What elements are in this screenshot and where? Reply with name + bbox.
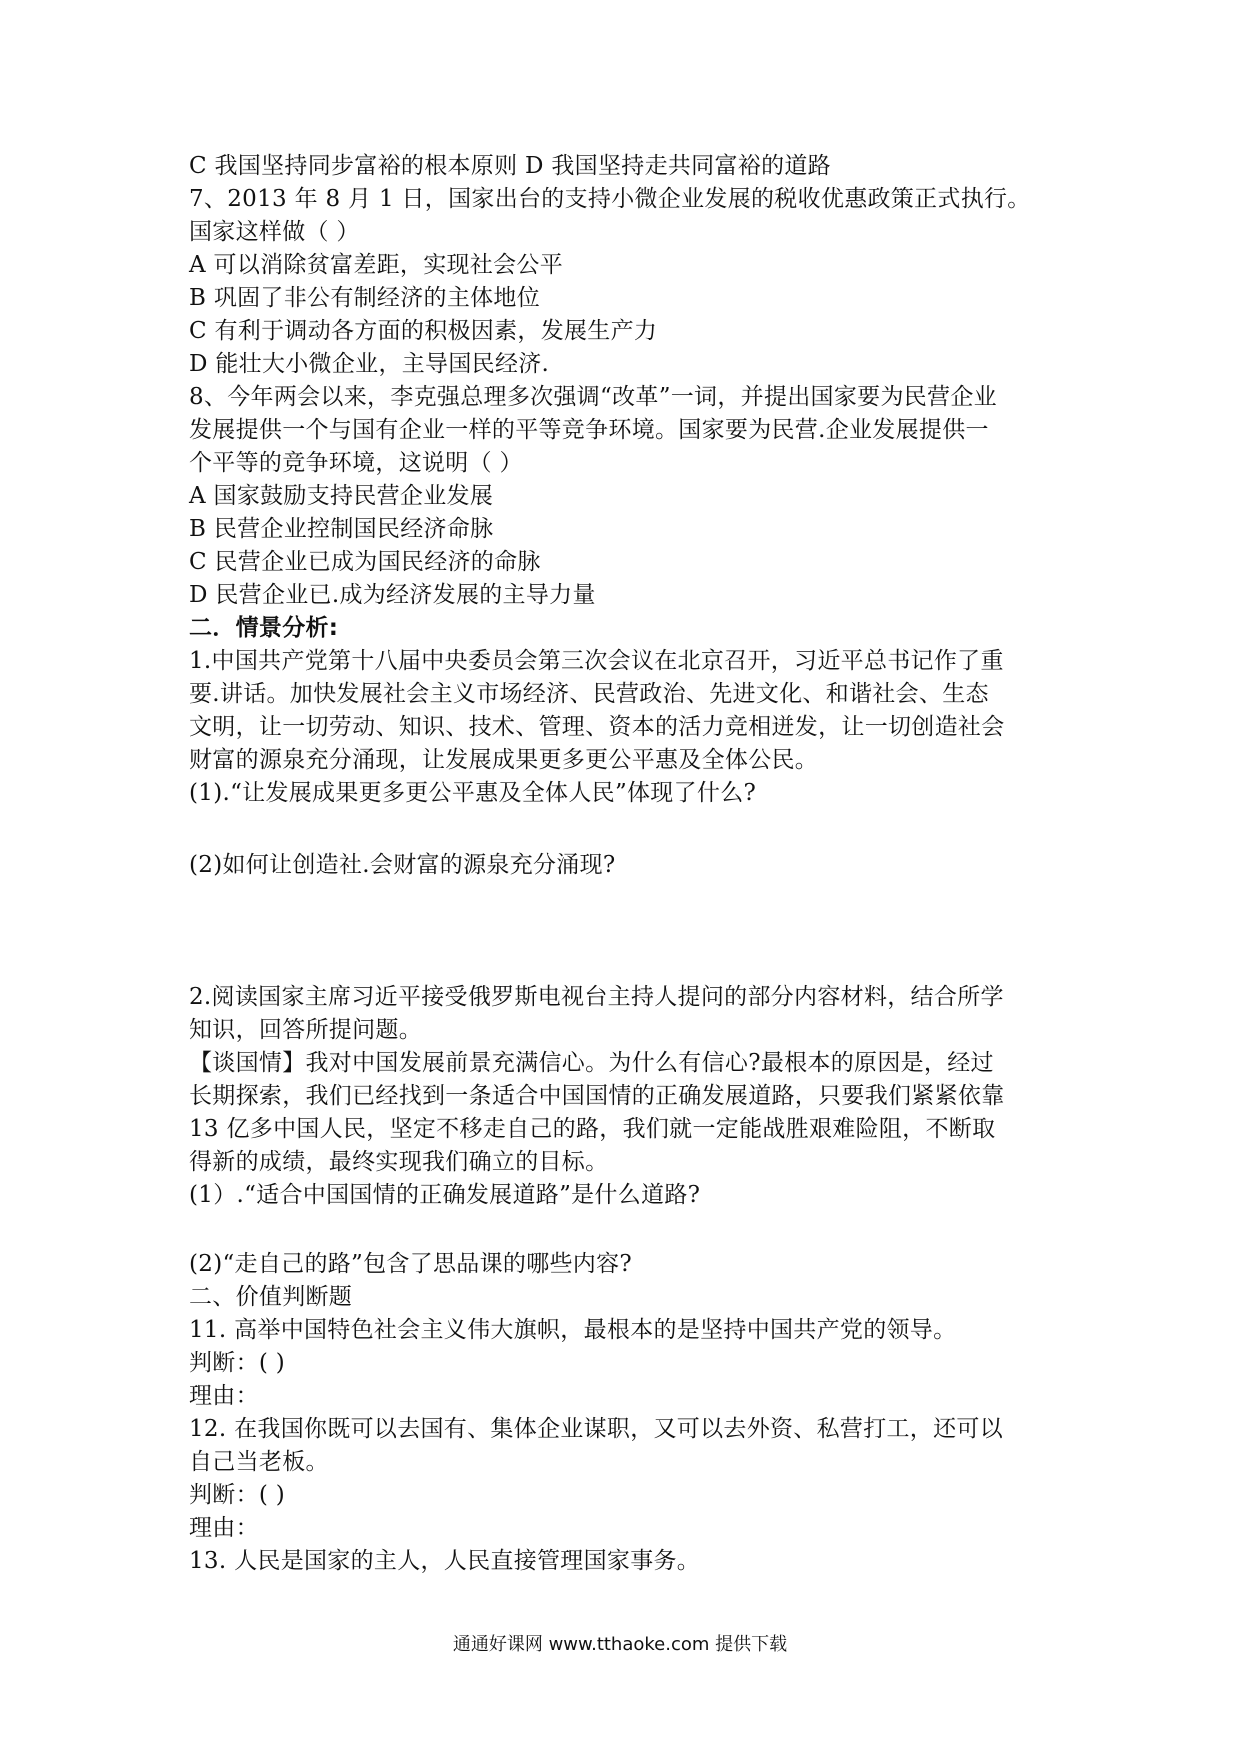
sub-question: (2)“走自己的路”包含了思品课的哪些内容? — [189, 1251, 633, 1277]
material-paragraph: 长期探索，我们已经找到一条适合中国国情的正确发展道路，只要我们紧紧依靠 — [189, 1083, 1005, 1109]
material-paragraph: 2.阅读国家主席习近平接受俄罗斯电视台主持人提问的部分内容材料，结合所学 — [189, 984, 1004, 1010]
material-paragraph: 文明，让一切劳动、知识、技术、管理、资本的活力竞相迸发，让一切创造社会 — [189, 714, 1005, 740]
material-paragraph: 1.中国共产党第十八届中央委员会第三次会议在北京召开，习近平总书记作了重 — [189, 648, 1004, 674]
material-paragraph: 财富的源泉充分涌现，让发展成果更多更公平惠及全体公民。 — [189, 747, 819, 773]
material-paragraph: 13 亿多中国人民，坚定不移走自己的路，我们就一定能战胜艰难险阻，不断取 — [189, 1116, 996, 1142]
answer-space — [189, 882, 1069, 981]
question-12: 12. 在我国你既可以去国有、集体企业谋职，又可以去外资、私营打工，还可以 — [189, 1416, 1003, 1442]
sub-question: (1）.“适合中国国情的正确发展道路”是什么道路? — [189, 1182, 701, 1208]
document-body — [189, 150, 1069, 1578]
option-line: C 有利于调动各方面的积极因素，发展生产力 — [189, 318, 658, 344]
material-paragraph: 要.讲话。加快发展社会主义市场经济、民营政治、先进文化、和谐社会、生态 — [189, 681, 989, 707]
section-heading: 二．情景分析: — [189, 615, 339, 641]
material-paragraph: 得新的成绩，最终实现我们确立的目标。 — [189, 1149, 609, 1175]
question-8: 8、今年两会以来，李克强总理多次强调“改革”一词，并提出国家要为民营企业 — [189, 384, 997, 410]
option-line: A 可以消除贫富差距，实现社会公平 — [189, 252, 564, 278]
option-line: B 巩固了非公有制经济的主体地位 — [189, 285, 541, 311]
question-7-stem: 国家这样做（ ） — [189, 219, 360, 245]
option-line: A 国家鼓励支持民营企业发展 — [189, 483, 494, 509]
option-line: D 能壮大小微企业，主导国民经济. — [189, 351, 550, 377]
material-paragraph: 知识，回答所提问题。 — [189, 1017, 422, 1043]
question-8-text: 发展提供一个与国有企业一样的平等竞争环境。国家要为民营.企业发展提供一 — [189, 417, 989, 443]
question-12-text: 自己当老板。 — [189, 1449, 329, 1475]
judgment-line: 判断：( ) — [189, 1350, 286, 1376]
sub-question: (2)如何让创造社.会财富的源泉充分涌现? — [189, 852, 616, 878]
sub-question: (1).“让发展成果更多更公平惠及全体人民”体现了什么? — [189, 780, 757, 806]
question-13: 13. 人民是国家的主人，人民直接管理国家事务。 — [189, 1548, 701, 1574]
option-line: C 我国坚持同步富裕的根本原则 D 我国坚持走共同富裕的道路 — [189, 153, 831, 179]
answer-space — [189, 810, 1069, 849]
reason-line: 理由： — [189, 1515, 259, 1541]
question-11: 11. 高举中国特色社会主义伟大旗帜，最根本的是坚持中国共产党的领导。 — [189, 1317, 957, 1343]
reason-line: 理由： — [189, 1383, 259, 1409]
question-8-stem: 个平等的竞争环境，这说明（ ） — [189, 450, 523, 476]
question-7: 7、2013 年 8 月 1 日，国家出台的支持小微企业发展的税收优惠政策正式执行。 — [189, 186, 1031, 212]
judgment-line: 判断：( ) — [189, 1482, 286, 1508]
answer-space — [189, 1212, 1069, 1248]
option-line: C 民营企业已成为国民经济的命脉 — [189, 549, 541, 575]
page-footer: 通通好课网 www.tthaoke.com 提供下载 — [452, 1634, 788, 1655]
section-heading: 二、价值判断题 — [189, 1284, 353, 1310]
option-line: D 民营企业已.成为经济发展的主导力量 — [189, 582, 596, 608]
material-paragraph: 【谈国情】我对中国发展前景充满信心。为什么有信心?最根本的原因是，经过 — [189, 1050, 994, 1076]
option-line: B 民营企业控制国民经济命脉 — [189, 516, 494, 542]
